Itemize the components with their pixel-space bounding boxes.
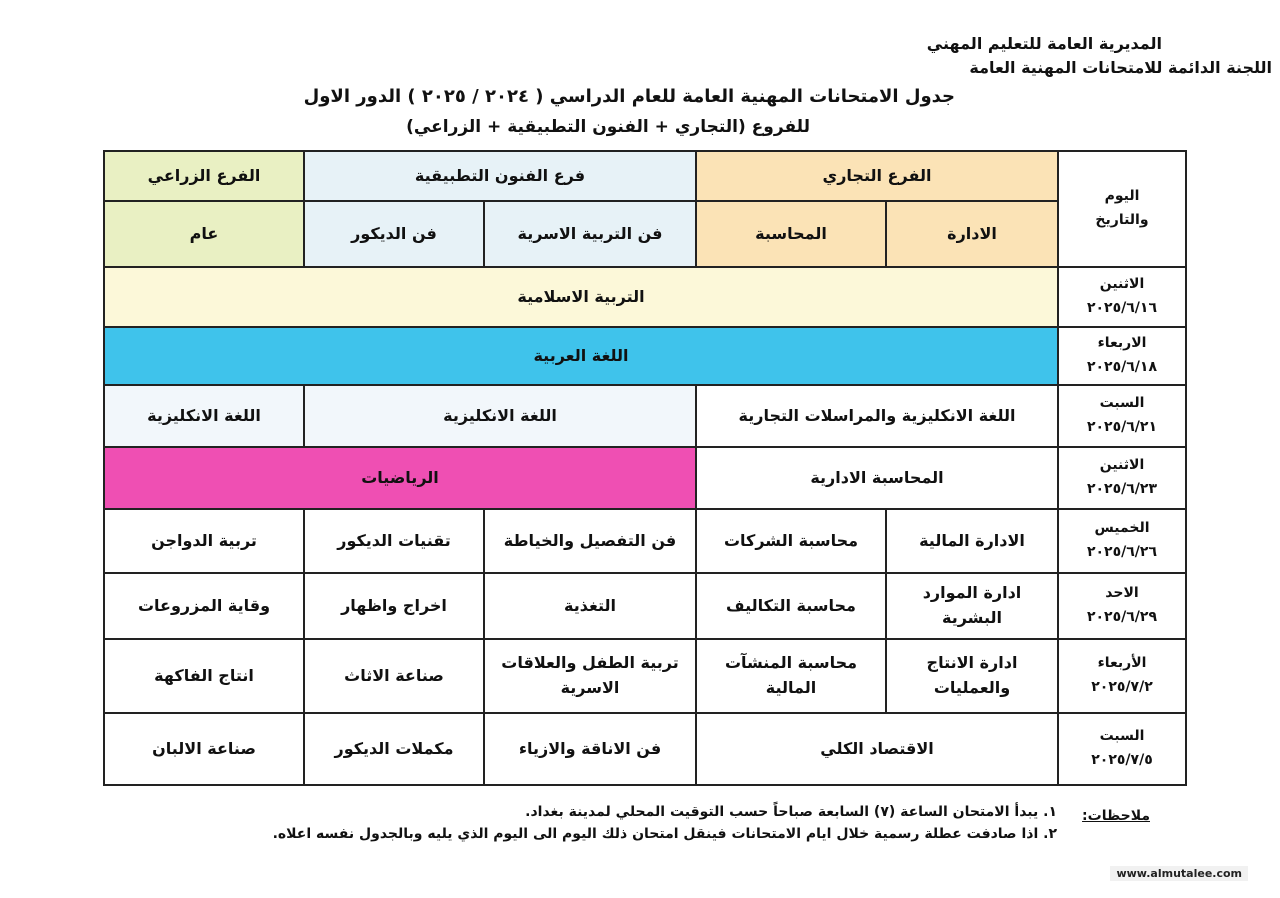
date-header-label: والتاريخ: [1095, 212, 1149, 228]
watermark: www.almutalee.com: [1110, 866, 1248, 881]
exam-subject-all: التربية الاسلامية: [104, 267, 1058, 327]
exam-subject: تربية الدواجن: [104, 509, 304, 573]
day-name: الاثنين: [1099, 276, 1145, 293]
exam-subject-all: اللغة العربية: [104, 327, 1058, 385]
exam-date: ٢٠٢٥/٧/٥: [1091, 752, 1153, 768]
exam-subject: محاسبة المنشآت المالية: [696, 639, 886, 713]
exam-subject: محاسبة الشركات: [696, 509, 886, 573]
day-name: الاثنين: [1099, 457, 1145, 474]
day-cell: [1058, 713, 1186, 785]
branch-header-row: [104, 151, 1186, 201]
exam-subject-applied-arts: اللغة الانكليزية: [304, 385, 696, 447]
table-row: [104, 509, 1186, 573]
exam-subject: الادارة المالية: [886, 509, 1058, 573]
exam-subject: صناعة الالبان: [104, 713, 304, 785]
day-cell: [1058, 385, 1186, 447]
schedule-subtitle: للفروع (التجاري + الفنون التطبيقية + الزراعي): [406, 117, 810, 137]
spec-general: عام: [104, 201, 304, 267]
exam-subject: فن التفصيل والخياطة: [484, 509, 696, 573]
exam-subject: محاسبة التكاليف: [696, 573, 886, 639]
table-row: [104, 713, 1186, 785]
table-row: [104, 327, 1186, 385]
exam-date: ٢٠٢٥/٦/١٨: [1086, 359, 1158, 375]
exam-subject: فن الاناقة والازياء: [484, 713, 696, 785]
day-name: السبت: [1099, 728, 1145, 745]
exam-subject: ادارة الموارد البشرية: [886, 573, 1058, 639]
day-cell: [1058, 509, 1186, 573]
exam-subject-commercial: الاقتصاد الكلي: [696, 713, 1058, 785]
note-item: ١. يبدأ الامتحان الساعة (٧) السابعة صباحاً حسب التوقيت المحلي لمدينة بغداد.: [525, 804, 1057, 820]
exam-schedule-table: [103, 150, 1185, 784]
specialization-header-row: [104, 201, 1186, 267]
exam-subject: التغذية: [484, 573, 696, 639]
spec-home-ed: فن التربية الاسرية: [484, 201, 696, 267]
table-row: [104, 573, 1186, 639]
exam-subject-others: الرياضيات: [104, 447, 696, 509]
note-item: ٢. اذا صادفت عطلة رسمية خلال ايام الامتحانات فينقل امتحان ذلك اليوم الى اليوم الذي يليه وبالجدول نفسه اعلاه.: [272, 826, 1057, 842]
branch-commercial-header: الفرع التجاري: [696, 151, 1058, 201]
exam-subject: مكملات الديكور: [304, 713, 484, 785]
day-name: الخميس: [1094, 520, 1150, 537]
table-row: [104, 447, 1186, 509]
exam-date: ٢٠٢٥/٦/٢٩: [1086, 609, 1158, 625]
exam-subject: وقاية المزروعات: [104, 573, 304, 639]
exam-date: ٢٠٢٥/٦/١٦: [1086, 300, 1158, 316]
day-cell: [1058, 327, 1186, 385]
branch-agricultural-header: الفرع الزراعي: [104, 151, 304, 201]
day-cell: [1058, 573, 1186, 639]
day-cell: [1058, 447, 1186, 509]
exam-subject: صناعة الاثاث: [304, 639, 484, 713]
day-cell: [1058, 267, 1186, 327]
day-cell: [1058, 639, 1186, 713]
exam-subject: انتاج الفاكهة: [104, 639, 304, 713]
committee-title: اللجنة الدائمة للامتحانات المهنية العامة: [969, 58, 1272, 77]
spec-decor: فن الديكور: [304, 201, 484, 267]
spec-accounting: المحاسبة: [696, 201, 886, 267]
day-header-label: اليوم: [1104, 188, 1140, 205]
day-name: الاربعاء: [1097, 335, 1147, 352]
table-row: [104, 639, 1186, 713]
exam-date: ٢٠٢٥/٦/٢٣: [1086, 481, 1158, 497]
exam-subject: تقنيات الديكور: [304, 509, 484, 573]
exam-subject-commercial: اللغة الانكليزية والمراسلات التجارية: [696, 385, 1058, 447]
notes-label: ملاحظات:: [1082, 808, 1150, 824]
branch-applied-arts-header: فرع الفنون التطبيقية: [304, 151, 696, 201]
exam-date: ٢٠٢٥/٦/٢٦: [1086, 544, 1158, 560]
exam-subject: ادارة الانتاج والعمليات: [886, 639, 1058, 713]
day-name: الأربعاء: [1097, 655, 1147, 672]
day-date-header: [1058, 151, 1186, 267]
exam-date: ٢٠٢٥/٧/٢: [1091, 679, 1153, 695]
exam-date: ٢٠٢٥/٦/٢١: [1086, 419, 1158, 435]
day-name: الاحد: [1105, 585, 1139, 602]
spec-administration: الادارة: [886, 201, 1058, 267]
schedule-title: جدول الامتحانات المهنية العامة للعام الدراسي ( ٢٠٢٤ / ٢٠٢٥ ) الدور الاول: [303, 86, 955, 107]
table-row: [104, 267, 1186, 327]
directorate-title: المديرية العامة للتعليم المهني: [926, 34, 1162, 53]
exam-subject: تربية الطفل والعلاقات الاسرية: [484, 639, 696, 713]
exam-subject: اخراج واظهار: [304, 573, 484, 639]
exam-subject-commercial: المحاسبة الادارية: [696, 447, 1058, 509]
exam-subject-agricultural: اللغة الانكليزية: [104, 385, 304, 447]
day-name: السبت: [1099, 395, 1145, 412]
table-row: [104, 385, 1186, 447]
